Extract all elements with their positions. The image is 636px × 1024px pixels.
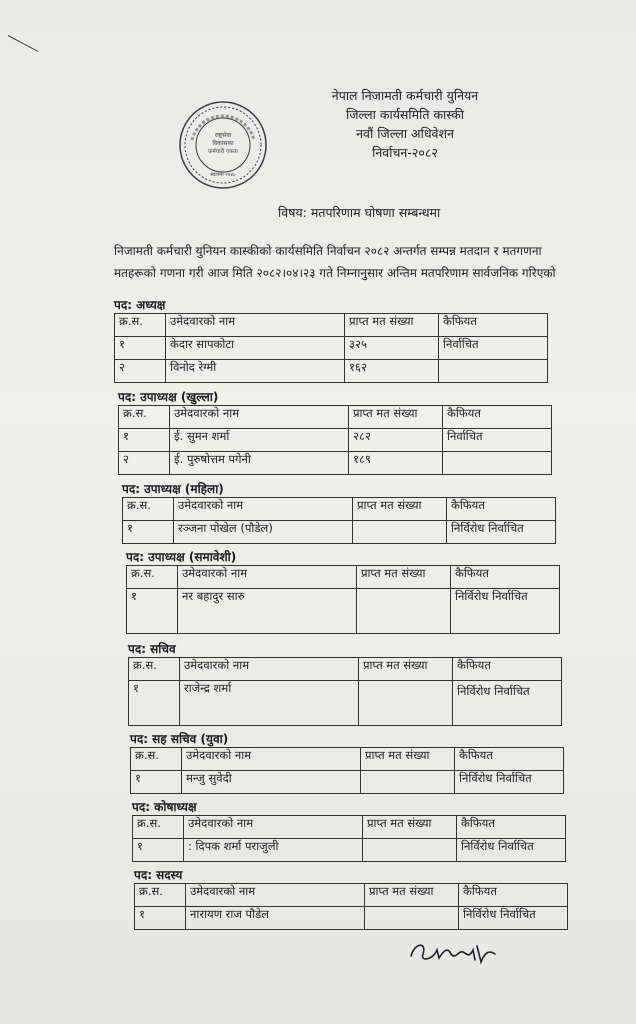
cell-name: नारायण राज पौडेल bbox=[186, 907, 365, 930]
col-header-remark: कैफियत bbox=[459, 884, 568, 907]
cell-name: मन्जु सुवेदी bbox=[182, 771, 361, 794]
col-header-remark: कैफियत bbox=[451, 566, 560, 589]
table-header-row bbox=[131, 748, 564, 771]
table-row bbox=[119, 452, 552, 475]
cell-votes: १८९ bbox=[349, 452, 443, 475]
cell-remark: निर्विरोध निर्वाचित bbox=[459, 907, 568, 930]
col-header-remark: कैफियत bbox=[457, 816, 566, 839]
post-title: पद: उपाध्यक्ष (समावेशी) bbox=[126, 550, 237, 564]
col-header-votes: प्राप्त मत संख्या bbox=[345, 314, 439, 337]
col-header-name: उमेदवारको नाम bbox=[170, 406, 349, 429]
cell-votes bbox=[357, 589, 451, 634]
section-president bbox=[114, 296, 548, 383]
cell-remark: निर्विरोध निर्वाचित bbox=[451, 589, 560, 634]
section-vice-president-inclusive bbox=[126, 548, 560, 634]
cell-sn: १ bbox=[129, 681, 180, 726]
committee-name: जिल्ला कार्यसमिति कास्की bbox=[346, 107, 464, 122]
cell-votes bbox=[353, 521, 447, 544]
result-table bbox=[126, 565, 560, 634]
cell-votes: १६२ bbox=[345, 360, 439, 383]
col-header-remark: कैफियत bbox=[455, 748, 564, 771]
signature bbox=[405, 932, 505, 972]
intro-paragraph bbox=[114, 240, 634, 284]
result-table bbox=[130, 747, 564, 794]
col-header-votes: प्राप्त मत संख्या bbox=[349, 406, 443, 429]
cell-name: केदार सापकोटा bbox=[166, 337, 345, 360]
cell-name: ई. सुमन शर्मा bbox=[170, 429, 349, 452]
cell-name: विनोद रेग्मी bbox=[166, 360, 345, 383]
post-title: पद: सह सचिव (युवा) bbox=[130, 732, 229, 746]
post-title: पद: कोषाध्यक्ष bbox=[132, 800, 197, 814]
table-row bbox=[115, 337, 548, 360]
table-row bbox=[131, 771, 564, 794]
table-row bbox=[115, 360, 548, 383]
table-row bbox=[129, 681, 562, 726]
post-title: पद: उपाध्यक्ष (महिला) bbox=[122, 482, 224, 496]
cell-remark: निर्विरोध निर्वाचित bbox=[447, 521, 556, 544]
intro-line-2: मतहरूको गणना गरी आज मिति २०८२।०४।२३ गते निम्नानुसार अन्तिम मतपरिणाम सार्वजनिक गरिएको bbox=[114, 266, 556, 280]
col-header-name: उमेदवारको नाम bbox=[182, 748, 361, 771]
result-table bbox=[118, 405, 552, 475]
result-table bbox=[132, 815, 566, 862]
section-joint-secretary-youth bbox=[130, 730, 564, 794]
table-header-row bbox=[119, 406, 552, 429]
cell-name: ई. पुरुषोत्तम पगेनी bbox=[170, 452, 349, 475]
cell-remark bbox=[439, 360, 548, 383]
cell-name: राजेन्द्र शर्मा bbox=[180, 681, 359, 726]
result-table bbox=[122, 497, 556, 544]
col-header-votes: प्राप्त मत संख्या bbox=[359, 658, 453, 681]
section-secretary bbox=[128, 640, 562, 726]
cell-votes bbox=[365, 907, 459, 930]
result-table bbox=[128, 657, 562, 726]
cell-name: रञ्जना पोखेल (पौडेल) bbox=[174, 521, 353, 544]
cell-sn: १ bbox=[115, 337, 166, 360]
cell-votes: २८२ bbox=[349, 429, 443, 452]
table-row bbox=[135, 907, 568, 930]
table-header-row bbox=[133, 816, 566, 839]
cell-remark: निर्वाचित bbox=[443, 429, 552, 452]
col-header-sn: क्र.स. bbox=[123, 498, 174, 521]
cell-sn: १ bbox=[127, 589, 178, 634]
col-header-name: उमेदवारको नाम bbox=[174, 498, 353, 521]
post-title: पद: सचिव bbox=[128, 642, 176, 656]
table-header-row bbox=[135, 884, 568, 907]
col-header-name: उमेदवारको नाम bbox=[166, 314, 345, 337]
table-row bbox=[123, 521, 556, 544]
seal-inner-3: कर्मचारी एकता bbox=[208, 149, 238, 155]
cell-name: : दिपक शर्मा पराजुली bbox=[184, 839, 363, 862]
table-header-row bbox=[115, 314, 548, 337]
section-treasurer bbox=[132, 798, 566, 862]
letter-header bbox=[300, 86, 510, 162]
col-header-name: उमेदवारको नाम bbox=[184, 816, 363, 839]
subject-line: विषय: मतपरिणाम घोषणा सम्बन्धमा bbox=[278, 205, 441, 220]
result-table bbox=[114, 313, 548, 383]
election-name: निर्वाचन-२०८२ bbox=[372, 145, 438, 160]
col-header-remark: कैफियत bbox=[453, 658, 562, 681]
col-header-sn: क्र.स. bbox=[135, 884, 186, 907]
col-header-sn: क्र.स. bbox=[133, 816, 184, 839]
table-header-row bbox=[127, 566, 560, 589]
union-seal bbox=[178, 100, 268, 190]
col-header-sn: क्र.स. bbox=[127, 566, 178, 589]
table-row bbox=[119, 429, 552, 452]
post-title: पद: उपाध्यक्ष (खुल्ला) bbox=[118, 390, 219, 404]
cell-sn: १ bbox=[135, 907, 186, 930]
pen-mark bbox=[8, 35, 38, 52]
seal-year: स्थापना २०४८ bbox=[210, 172, 236, 178]
cell-votes: ३२५ bbox=[345, 337, 439, 360]
cell-sn: १ bbox=[133, 839, 184, 862]
section-vice-president-women bbox=[122, 480, 556, 544]
cell-remark: निर्वाचित bbox=[439, 337, 548, 360]
col-header-remark: कैफियत bbox=[443, 406, 552, 429]
col-header-sn: क्र.स. bbox=[129, 658, 180, 681]
result-table bbox=[134, 883, 568, 930]
col-header-votes: प्राप्त मत संख्या bbox=[353, 498, 447, 521]
col-header-name: उमेदवारको नाम bbox=[180, 658, 359, 681]
cell-sn: २ bbox=[119, 452, 170, 475]
cell-votes bbox=[363, 839, 457, 862]
col-header-name: उमेदवारको नाम bbox=[178, 566, 357, 589]
post-title: पद: अध्यक्ष bbox=[114, 298, 166, 312]
intro-line-1: निजामती कर्मचारी युनियन कास्कीको कार्यसमिति निर्वाचन २०८२ अन्तर्गत सम्पन्न मतदान र मतगणना bbox=[114, 244, 542, 258]
cell-votes bbox=[359, 681, 453, 726]
table-header-row bbox=[129, 658, 562, 681]
col-header-votes: प्राप्त मत संख्या bbox=[365, 884, 459, 907]
cell-remark: निर्विरोध निर्वाचित bbox=[455, 771, 564, 794]
convention-name: नवौं जिल्ला अधिवेशन bbox=[356, 126, 454, 141]
col-header-name: उमेदवारको नाम bbox=[186, 884, 365, 907]
cell-sn: १ bbox=[131, 771, 182, 794]
col-header-remark: कैफियत bbox=[447, 498, 556, 521]
section-vice-president-open bbox=[118, 388, 552, 475]
seal-inner-1: राष्ट्रसेवा bbox=[214, 132, 232, 139]
cell-remark: निर्विरोध निर्वाचित bbox=[457, 839, 566, 862]
table-header-row bbox=[123, 498, 556, 521]
col-header-sn: क्र.स. bbox=[119, 406, 170, 429]
cell-sn: १ bbox=[119, 429, 170, 452]
col-header-remark: कैफियत bbox=[439, 314, 548, 337]
col-header-votes: प्राप्त मत संख्या bbox=[361, 748, 455, 771]
cell-sn: २ bbox=[115, 360, 166, 383]
cell-remark bbox=[443, 452, 552, 475]
post-title: पद: सदस्य bbox=[134, 868, 183, 882]
col-header-votes: प्राप्त मत संख्या bbox=[357, 566, 451, 589]
cell-name: नर बहादुर सारु bbox=[178, 589, 357, 634]
cell-remark: निर्विरोध निर्वाचित bbox=[453, 681, 562, 726]
col-header-sn: क्र.स. bbox=[115, 314, 166, 337]
section-member bbox=[134, 866, 568, 930]
seal-inner-2: विकासका bbox=[212, 140, 234, 147]
cell-sn: १ bbox=[123, 521, 174, 544]
table-row bbox=[127, 589, 560, 634]
cell-votes bbox=[361, 771, 455, 794]
table-row bbox=[133, 839, 566, 862]
col-header-votes: प्राप्त मत संख्या bbox=[363, 816, 457, 839]
col-header-sn: क्र.स. bbox=[131, 748, 182, 771]
org-name: नेपाल निजामती कर्मचारी युनियन bbox=[331, 88, 479, 103]
